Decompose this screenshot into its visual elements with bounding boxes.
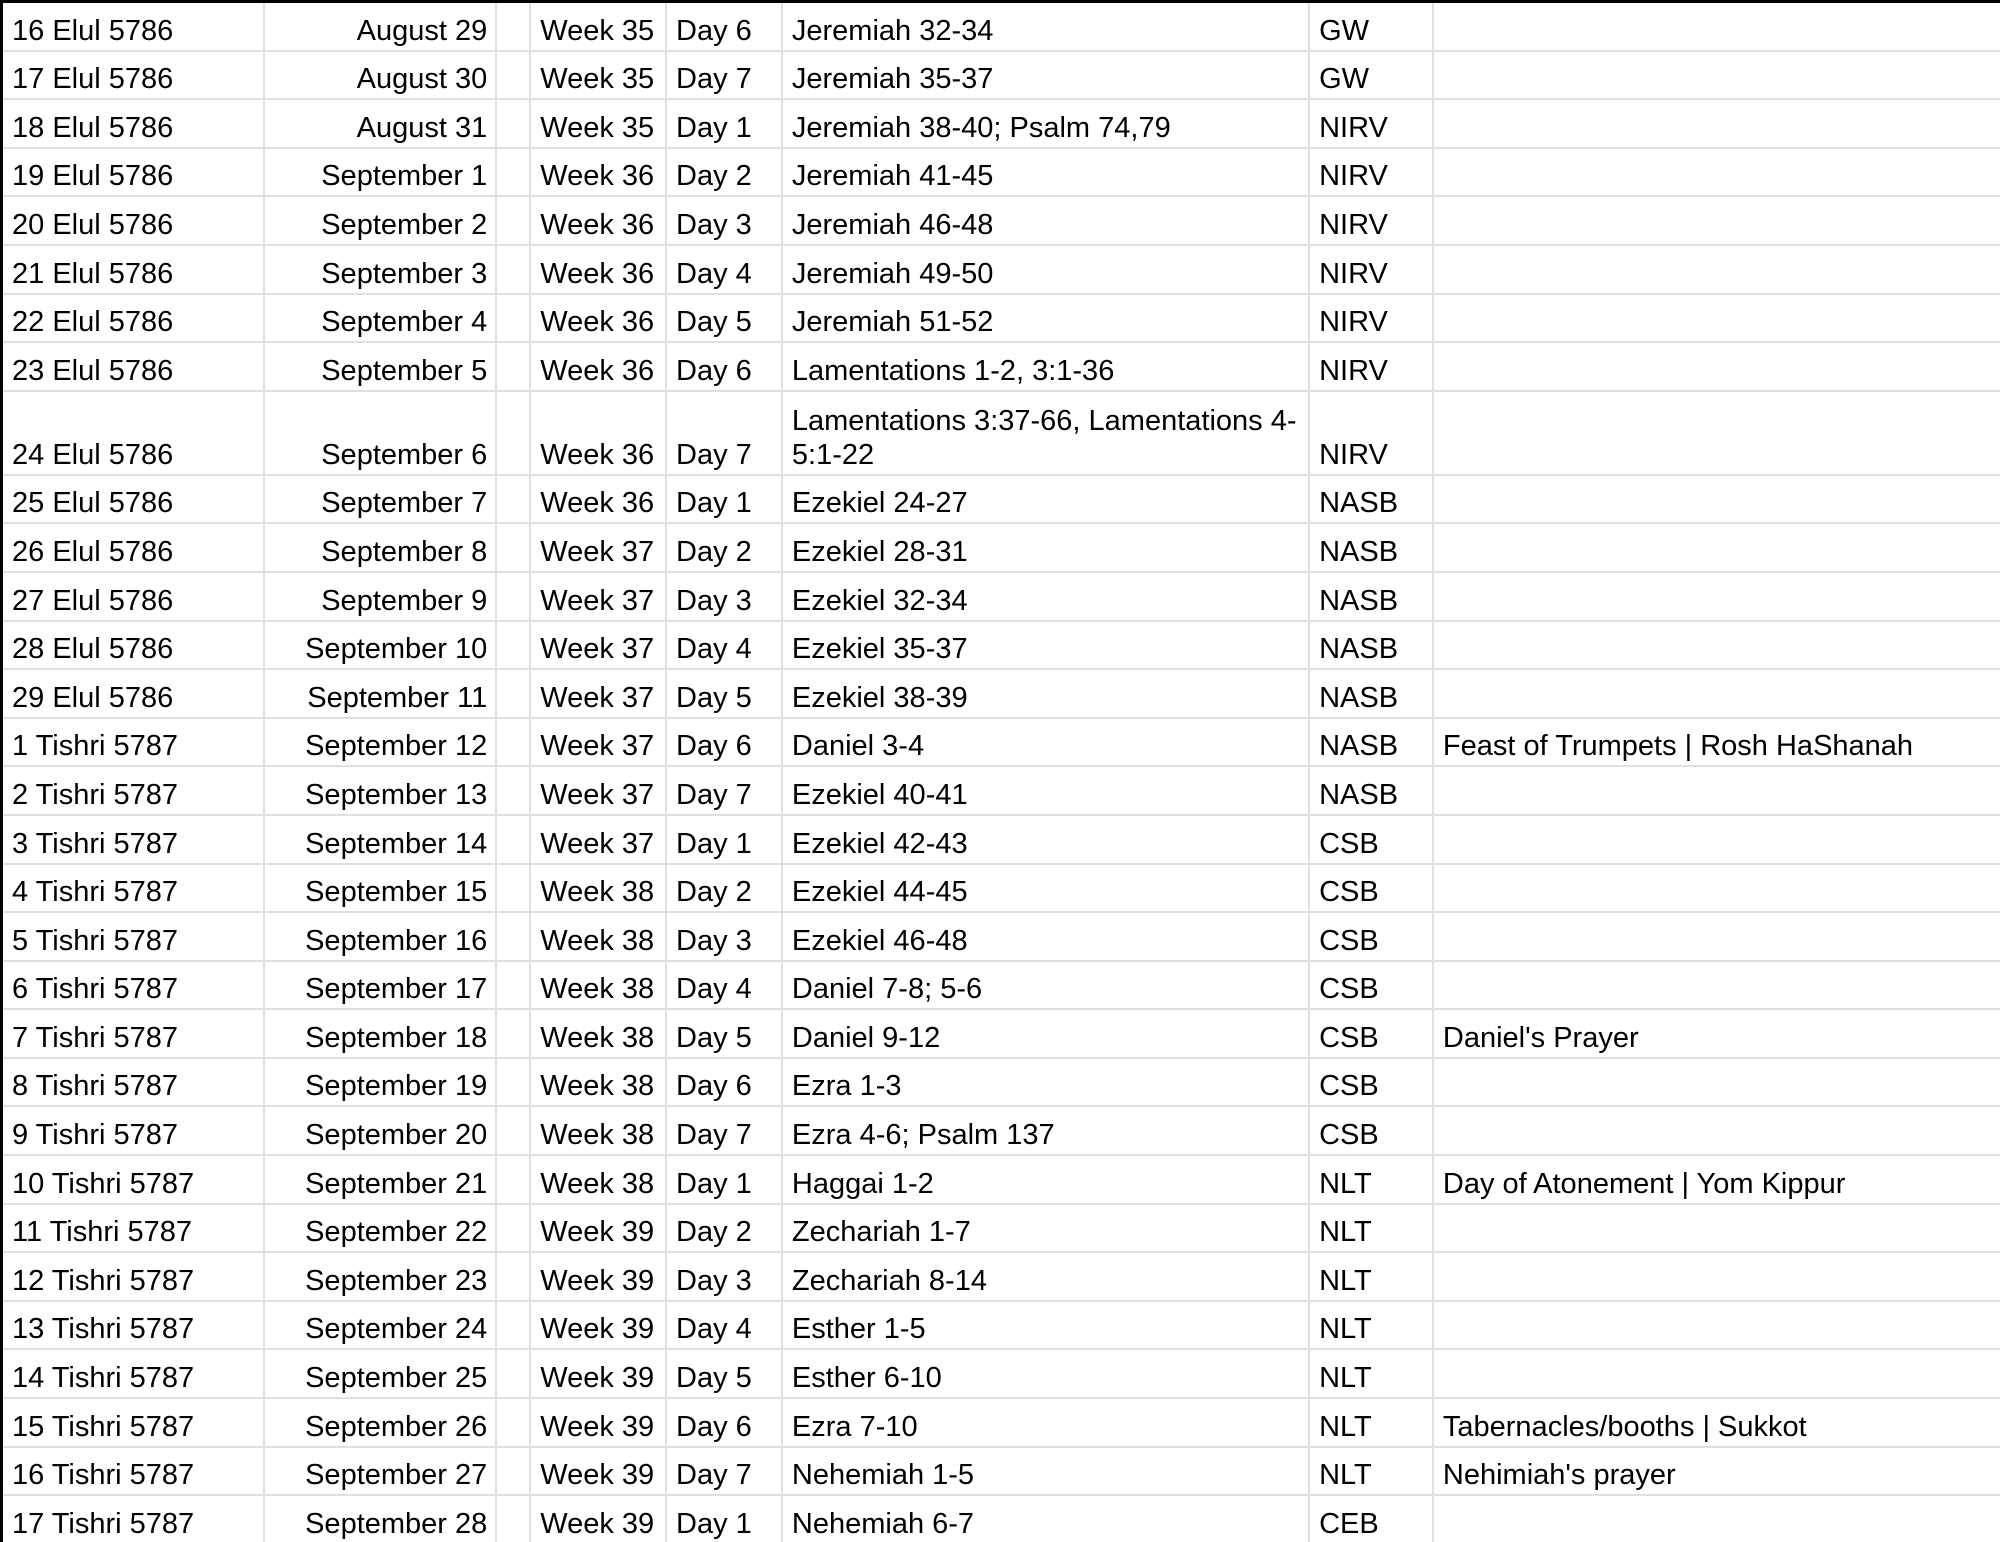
cell-translation[interactable]: NASB <box>1310 767 1434 816</box>
table-row <box>3 1059 2000 1108</box>
cell-week[interactable]: Week 38 <box>531 1010 667 1059</box>
cell-translation[interactable]: NLT <box>1310 1350 1434 1399</box>
cell-day[interactable]: Day 3 <box>667 197 783 246</box>
cell-day[interactable]: Day 6 <box>667 3 783 52</box>
cell-notes[interactable]: Daniel's Prayer <box>1434 1010 2000 1059</box>
cell-day[interactable]: Day 4 <box>667 246 783 295</box>
cell-reading[interactable]: Ezekiel 44-45 <box>783 865 1310 914</box>
cell-translation[interactable]: NASB <box>1310 476 1434 525</box>
cell-day[interactable]: Day 5 <box>667 295 783 344</box>
cell-reading[interactable]: Jeremiah 51-52 <box>783 295 1310 344</box>
cell-hebrew-date[interactable]: 25 Elul 5786 <box>3 476 265 525</box>
cell-hebrew-date[interactable]: 3 Tishri 5787 <box>3 816 265 865</box>
cell-spacer[interactable] <box>497 1253 531 1302</box>
cell-week[interactable]: Week 36 <box>531 246 667 295</box>
cell-hebrew-date[interactable]: 11 Tishri 5787 <box>3 1205 265 1254</box>
cell-day[interactable]: Day 2 <box>667 524 783 573</box>
cell-hebrew-date[interactable]: 17 Elul 5786 <box>3 52 265 101</box>
cell-reading[interactable]: Ezra 1-3 <box>783 1059 1310 1108</box>
cell-hebrew-date[interactable]: 22 Elul 5786 <box>3 295 265 344</box>
cell-week[interactable]: Week 35 <box>531 100 667 149</box>
cell-gregorian-date[interactable]: September 18 <box>265 1010 498 1059</box>
cell-gregorian-date[interactable]: September 14 <box>265 816 498 865</box>
cell-week[interactable]: Week 35 <box>531 3 667 52</box>
cell-week[interactable]: Week 36 <box>531 197 667 246</box>
table-row <box>3 622 2000 671</box>
table-row <box>3 1156 2000 1205</box>
cell-notes[interactable] <box>1434 343 2000 392</box>
cell-gregorian-date[interactable]: September 26 <box>265 1399 498 1448</box>
cell-hebrew-date[interactable]: 7 Tishri 5787 <box>3 1010 265 1059</box>
cell-reading[interactable]: Daniel 9-12 <box>783 1010 1310 1059</box>
cell-day[interactable]: Day 6 <box>667 1059 783 1108</box>
cell-notes[interactable] <box>1434 1253 2000 1302</box>
cell-day[interactable]: Day 7 <box>667 1107 783 1156</box>
cell-notes[interactable]: Day of Atonement | Yom Kippur <box>1434 1156 2000 1205</box>
table-row <box>3 392 2000 476</box>
cell-day[interactable]: Day 3 <box>667 573 783 622</box>
cell-notes[interactable] <box>1434 295 2000 344</box>
cell-translation[interactable]: NLT <box>1310 1253 1434 1302</box>
cell-reading[interactable]: Ezekiel 35-37 <box>783 622 1310 671</box>
cell-spacer[interactable] <box>497 962 531 1011</box>
cell-week[interactable]: Week 35 <box>531 52 667 101</box>
cell-day[interactable]: Day 7 <box>667 52 783 101</box>
cell-spacer[interactable] <box>497 1350 531 1399</box>
table-row <box>3 476 2000 525</box>
table-row <box>3 295 2000 344</box>
cell-translation[interactable]: NLT <box>1310 1156 1434 1205</box>
cell-spacer[interactable] <box>497 295 531 344</box>
cell-spacer[interactable] <box>497 816 531 865</box>
table-row <box>3 3 2000 52</box>
table-row <box>3 1448 2000 1497</box>
cell-reading[interactable]: Daniel 7-8; 5-6 <box>783 962 1310 1011</box>
cell-hebrew-date[interactable]: 24 Elul 5786 <box>3 392 265 476</box>
cell-translation[interactable]: NLT <box>1310 1302 1434 1351</box>
table-row <box>3 1302 2000 1351</box>
cell-hebrew-date[interactable]: 9 Tishri 5787 <box>3 1107 265 1156</box>
cell-gregorian-date[interactable]: September 2 <box>265 197 498 246</box>
cell-hebrew-date[interactable]: 26 Elul 5786 <box>3 524 265 573</box>
cell-reading[interactable]: Jeremiah 46-48 <box>783 197 1310 246</box>
cell-notes[interactable] <box>1434 573 2000 622</box>
cell-gregorian-date[interactable]: August 30 <box>265 52 498 101</box>
cell-translation[interactable]: CSB <box>1310 962 1434 1011</box>
cell-gregorian-date[interactable]: September 27 <box>265 1448 498 1497</box>
cell-spacer[interactable] <box>497 865 531 914</box>
cell-hebrew-date[interactable]: 27 Elul 5786 <box>3 573 265 622</box>
cell-reading[interactable]: Jeremiah 38-40; Psalm 74,79 <box>783 100 1310 149</box>
cell-hebrew-date[interactable]: 2 Tishri 5787 <box>3 767 265 816</box>
cell-day[interactable]: Day 5 <box>667 1350 783 1399</box>
cell-spacer[interactable] <box>497 1496 531 1542</box>
cell-translation[interactable]: NASB <box>1310 622 1434 671</box>
cell-day[interactable]: Day 1 <box>667 1156 783 1205</box>
cell-reading[interactable]: Zechariah 1-7 <box>783 1205 1310 1254</box>
cell-translation[interactable]: NIRV <box>1310 392 1434 476</box>
table-row <box>3 1399 2000 1448</box>
cell-notes[interactable] <box>1434 1350 2000 1399</box>
cell-hebrew-date[interactable]: 21 Elul 5786 <box>3 246 265 295</box>
cell-hebrew-date[interactable]: 16 Elul 5786 <box>3 3 265 52</box>
cell-week[interactable]: Week 38 <box>531 1107 667 1156</box>
cell-reading[interactable]: Zechariah 8-14 <box>783 1253 1310 1302</box>
cell-gregorian-date[interactable]: September 19 <box>265 1059 498 1108</box>
cell-day[interactable]: Day 3 <box>667 913 783 962</box>
cell-hebrew-date[interactable]: 14 Tishri 5787 <box>3 1350 265 1399</box>
cell-gregorian-date[interactable]: August 31 <box>265 100 498 149</box>
cell-notes[interactable] <box>1434 392 2000 476</box>
cell-day[interactable]: Day 2 <box>667 865 783 914</box>
cell-notes[interactable] <box>1434 246 2000 295</box>
cell-gregorian-date[interactable]: September 11 <box>265 670 498 719</box>
cell-reading[interactable]: Esther 6-10 <box>783 1350 1310 1399</box>
cell-spacer[interactable] <box>497 1399 531 1448</box>
cell-notes[interactable] <box>1434 149 2000 198</box>
cell-gregorian-date[interactable]: September 12 <box>265 719 498 768</box>
cell-week[interactable]: Week 36 <box>531 476 667 525</box>
cell-gregorian-date[interactable]: September 5 <box>265 343 498 392</box>
cell-notes[interactable]: Nehimiah's prayer <box>1434 1448 2000 1497</box>
cell-spacer[interactable] <box>497 149 531 198</box>
cell-translation[interactable]: CSB <box>1310 1059 1434 1108</box>
cell-notes[interactable] <box>1434 622 2000 671</box>
cell-reading[interactable]: Jeremiah 41-45 <box>783 149 1310 198</box>
cell-reading[interactable]: Daniel 3-4 <box>783 719 1310 768</box>
cell-day[interactable]: Day 4 <box>667 622 783 671</box>
cell-translation[interactable]: CEB <box>1310 1496 1434 1542</box>
cell-notes[interactable] <box>1434 913 2000 962</box>
cell-hebrew-date[interactable]: 6 Tishri 5787 <box>3 962 265 1011</box>
table-row <box>3 1350 2000 1399</box>
table-row <box>3 670 2000 719</box>
cell-week[interactable]: Week 37 <box>531 719 667 768</box>
cell-hebrew-date[interactable]: 16 Tishri 5787 <box>3 1448 265 1497</box>
cell-spacer[interactable] <box>497 1205 531 1254</box>
cell-hebrew-date[interactable]: 15 Tishri 5787 <box>3 1399 265 1448</box>
cell-week[interactable]: Week 39 <box>531 1205 667 1254</box>
cell-week[interactable]: Week 37 <box>531 622 667 671</box>
cell-gregorian-date[interactable]: August 29 <box>265 3 498 52</box>
cell-spacer[interactable] <box>497 100 531 149</box>
cell-notes[interactable] <box>1434 1302 2000 1351</box>
cell-notes[interactable] <box>1434 1205 2000 1254</box>
cell-spacer[interactable] <box>497 52 531 101</box>
cell-week[interactable]: Week 37 <box>531 767 667 816</box>
cell-hebrew-date[interactable]: 10 Tishri 5787 <box>3 1156 265 1205</box>
cell-spacer[interactable] <box>497 1059 531 1108</box>
cell-week[interactable]: Week 39 <box>531 1448 667 1497</box>
cell-day[interactable]: Day 7 <box>667 392 783 476</box>
cell-day[interactable]: Day 6 <box>667 719 783 768</box>
cell-notes[interactable] <box>1434 1107 2000 1156</box>
cell-gregorian-date[interactable]: September 15 <box>265 865 498 914</box>
cell-reading[interactable]: Ezekiel 28-31 <box>783 524 1310 573</box>
cell-reading[interactable]: Ezekiel 32-34 <box>783 573 1310 622</box>
cell-notes[interactable] <box>1434 476 2000 525</box>
table-row <box>3 816 2000 865</box>
cell-day[interactable]: Day 2 <box>667 1205 783 1254</box>
cell-translation[interactable]: NIRV <box>1310 246 1434 295</box>
table-row <box>3 1253 2000 1302</box>
cell-gregorian-date[interactable]: September 10 <box>265 622 498 671</box>
cell-spacer[interactable] <box>497 343 531 392</box>
cell-spacer[interactable] <box>497 1448 531 1497</box>
cell-reading[interactable]: Ezra 4-6; Psalm 137 <box>783 1107 1310 1156</box>
cell-hebrew-date[interactable]: 19 Elul 5786 <box>3 149 265 198</box>
cell-hebrew-date[interactable]: 8 Tishri 5787 <box>3 1059 265 1108</box>
table-row <box>3 524 2000 573</box>
cell-spacer[interactable] <box>497 719 531 768</box>
table-row <box>3 573 2000 622</box>
cell-translation[interactable]: NLT <box>1310 1205 1434 1254</box>
cell-reading[interactable]: Jeremiah 49-50 <box>783 246 1310 295</box>
cell-day[interactable]: Day 7 <box>667 767 783 816</box>
cell-reading[interactable]: Nehemiah 1-5 <box>783 1448 1310 1497</box>
cell-reading[interactable]: Ezekiel 24-27 <box>783 476 1310 525</box>
cell-notes[interactable] <box>1434 3 2000 52</box>
cell-notes[interactable]: Tabernacles/booths | Sukkot <box>1434 1399 2000 1448</box>
cell-gregorian-date[interactable]: September 7 <box>265 476 498 525</box>
cell-day[interactable]: Day 4 <box>667 962 783 1011</box>
cell-notes[interactable] <box>1434 197 2000 246</box>
cell-spacer[interactable] <box>497 913 531 962</box>
cell-spacer[interactable] <box>497 1156 531 1205</box>
cell-translation[interactable]: NIRV <box>1310 197 1434 246</box>
cell-hebrew-date[interactable]: 4 Tishri 5787 <box>3 865 265 914</box>
cell-reading[interactable]: Ezekiel 42-43 <box>783 816 1310 865</box>
cell-spacer[interactable] <box>497 767 531 816</box>
cell-gregorian-date[interactable]: September 22 <box>265 1205 498 1254</box>
cell-week[interactable]: Week 39 <box>531 1496 667 1542</box>
cell-spacer[interactable] <box>497 1010 531 1059</box>
cell-week[interactable]: Week 39 <box>531 1253 667 1302</box>
cell-hebrew-date[interactable]: 20 Elul 5786 <box>3 197 265 246</box>
cell-translation[interactable]: NLT <box>1310 1399 1434 1448</box>
cell-week[interactable]: Week 36 <box>531 295 667 344</box>
cell-spacer[interactable] <box>497 246 531 295</box>
cell-spacer[interactable] <box>497 622 531 671</box>
cell-spacer[interactable] <box>497 573 531 622</box>
cell-translation[interactable]: NIRV <box>1310 343 1434 392</box>
table-row <box>3 962 2000 1011</box>
cell-week[interactable]: Week 38 <box>531 1059 667 1108</box>
cell-notes[interactable] <box>1434 1059 2000 1108</box>
cell-translation[interactable]: NASB <box>1310 670 1434 719</box>
cell-hebrew-date[interactable]: 12 Tishri 5787 <box>3 1253 265 1302</box>
cell-spacer[interactable] <box>497 3 531 52</box>
cell-translation[interactable]: NIRV <box>1310 100 1434 149</box>
cell-notes[interactable] <box>1434 865 2000 914</box>
cell-reading[interactable]: Ezekiel 38-39 <box>783 670 1310 719</box>
cell-notes[interactable] <box>1434 962 2000 1011</box>
cell-gregorian-date[interactable]: September 28 <box>265 1496 498 1542</box>
cell-gregorian-date[interactable]: September 4 <box>265 295 498 344</box>
cell-spacer[interactable] <box>497 197 531 246</box>
cell-day[interactable]: Day 4 <box>667 1302 783 1351</box>
cell-day[interactable]: Day 1 <box>667 816 783 865</box>
cell-week[interactable]: Week 37 <box>531 670 667 719</box>
cell-gregorian-date[interactable]: September 3 <box>265 246 498 295</box>
cell-translation[interactable]: NIRV <box>1310 295 1434 344</box>
cell-notes[interactable] <box>1434 100 2000 149</box>
table-row <box>3 343 2000 392</box>
table-row <box>3 100 2000 149</box>
cell-translation[interactable]: CSB <box>1310 865 1434 914</box>
cell-notes[interactable] <box>1434 1496 2000 1542</box>
cell-gregorian-date[interactable]: September 9 <box>265 573 498 622</box>
cell-reading[interactable]: Jeremiah 32-34 <box>783 3 1310 52</box>
cell-reading[interactable]: Ezra 7-10 <box>783 1399 1310 1448</box>
cell-gregorian-date[interactable]: September 1 <box>265 149 498 198</box>
table-row <box>3 865 2000 914</box>
cell-day[interactable]: Day 2 <box>667 149 783 198</box>
cell-hebrew-date[interactable]: 5 Tishri 5787 <box>3 913 265 962</box>
cell-spacer[interactable] <box>497 392 531 476</box>
cell-day[interactable]: Day 5 <box>667 1010 783 1059</box>
cell-spacer[interactable] <box>497 1302 531 1351</box>
table-row <box>3 1010 2000 1059</box>
cell-translation[interactable]: NASB <box>1310 524 1434 573</box>
cell-day[interactable]: Day 6 <box>667 343 783 392</box>
cell-reading[interactable]: Nehemiah 6-7 <box>783 1496 1310 1542</box>
cell-gregorian-date[interactable]: September 8 <box>265 524 498 573</box>
table-row <box>3 913 2000 962</box>
table-row <box>3 1205 2000 1254</box>
cell-notes[interactable] <box>1434 767 2000 816</box>
table-row <box>3 1496 2000 1542</box>
cell-day[interactable]: Day 1 <box>667 1496 783 1542</box>
cell-reading[interactable]: Lamentations 1-2, 3:1-36 <box>783 343 1310 392</box>
cell-gregorian-date[interactable]: September 21 <box>265 1156 498 1205</box>
cell-notes[interactable] <box>1434 52 2000 101</box>
cell-reading[interactable]: Ezekiel 40-41 <box>783 767 1310 816</box>
cell-gregorian-date[interactable]: September 23 <box>265 1253 498 1302</box>
cell-gregorian-date[interactable]: September 25 <box>265 1350 498 1399</box>
cell-notes[interactable] <box>1434 670 2000 719</box>
cell-notes[interactable] <box>1434 816 2000 865</box>
cell-hebrew-date[interactable]: 18 Elul 5786 <box>3 100 265 149</box>
cell-translation[interactable]: NASB <box>1310 573 1434 622</box>
cell-translation[interactable]: NASB <box>1310 719 1434 768</box>
cell-week[interactable]: Week 39 <box>531 1399 667 1448</box>
cell-spacer[interactable] <box>497 670 531 719</box>
cell-week[interactable]: Week 39 <box>531 1302 667 1351</box>
cell-week[interactable]: Week 38 <box>531 913 667 962</box>
cell-reading[interactable]: Jeremiah 35-37 <box>783 52 1310 101</box>
cell-reading[interactable]: Haggai 1-2 <box>783 1156 1310 1205</box>
cell-hebrew-date[interactable]: 23 Elul 5786 <box>3 343 265 392</box>
cell-hebrew-date[interactable]: 1 Tishri 5787 <box>3 719 265 768</box>
cell-reading[interactable]: Lamentations 3:37-66, Lamentations 4-5:1-22 <box>783 392 1310 476</box>
cell-translation[interactable]: GW <box>1310 3 1434 52</box>
cell-week[interactable]: Week 37 <box>531 816 667 865</box>
cell-notes[interactable] <box>1434 524 2000 573</box>
cell-translation[interactable]: NLT <box>1310 1448 1434 1497</box>
table-row <box>3 719 2000 768</box>
cell-hebrew-date[interactable]: 28 Elul 5786 <box>3 622 265 671</box>
cell-week[interactable]: Week 38 <box>531 962 667 1011</box>
cell-translation[interactable]: CSB <box>1310 816 1434 865</box>
cell-translation[interactable]: CSB <box>1310 1010 1434 1059</box>
cell-week[interactable]: Week 38 <box>531 1156 667 1205</box>
cell-hebrew-date[interactable]: 29 Elul 5786 <box>3 670 265 719</box>
cell-gregorian-date[interactable]: September 6 <box>265 392 498 476</box>
cell-week[interactable]: Week 38 <box>531 865 667 914</box>
cell-gregorian-date[interactable]: September 16 <box>265 913 498 962</box>
cell-gregorian-date[interactable]: September 20 <box>265 1107 498 1156</box>
table-row <box>3 767 2000 816</box>
cell-day[interactable]: Day 7 <box>667 1448 783 1497</box>
table-row <box>3 52 2000 101</box>
cell-day[interactable]: Day 1 <box>667 476 783 525</box>
table-row <box>3 246 2000 295</box>
cell-day[interactable]: Day 5 <box>667 670 783 719</box>
cell-day[interactable]: Day 6 <box>667 1399 783 1448</box>
cell-week[interactable]: Week 36 <box>531 392 667 476</box>
cell-day[interactable]: Day 3 <box>667 1253 783 1302</box>
cell-translation[interactable]: NIRV <box>1310 149 1434 198</box>
cell-gregorian-date[interactable]: September 17 <box>265 962 498 1011</box>
table-row <box>3 197 2000 246</box>
cell-week[interactable]: Week 37 <box>531 573 667 622</box>
cell-translation[interactable]: GW <box>1310 52 1434 101</box>
cell-week[interactable]: Week 36 <box>531 149 667 198</box>
cell-spacer[interactable] <box>497 524 531 573</box>
table-row <box>3 149 2000 198</box>
cell-translation[interactable]: CSB <box>1310 1107 1434 1156</box>
cell-reading[interactable]: Esther 1-5 <box>783 1302 1310 1351</box>
cell-spacer[interactable] <box>497 1107 531 1156</box>
table-row <box>3 1107 2000 1156</box>
cell-reading[interactable]: Ezekiel 46-48 <box>783 913 1310 962</box>
cell-gregorian-date[interactable]: September 13 <box>265 767 498 816</box>
cell-gregorian-date[interactable]: September 24 <box>265 1302 498 1351</box>
cell-week[interactable]: Week 39 <box>531 1350 667 1399</box>
cell-day[interactable]: Day 1 <box>667 100 783 149</box>
cell-week[interactable]: Week 36 <box>531 343 667 392</box>
cell-week[interactable]: Week 37 <box>531 524 667 573</box>
cell-hebrew-date[interactable]: 13 Tishri 5787 <box>3 1302 265 1351</box>
cell-translation[interactable]: CSB <box>1310 913 1434 962</box>
cell-spacer[interactable] <box>497 476 531 525</box>
cell-notes[interactable]: Feast of Trumpets | Rosh HaShanah <box>1434 719 2000 768</box>
cell-hebrew-date[interactable]: 17 Tishri 5787 <box>3 1496 265 1542</box>
